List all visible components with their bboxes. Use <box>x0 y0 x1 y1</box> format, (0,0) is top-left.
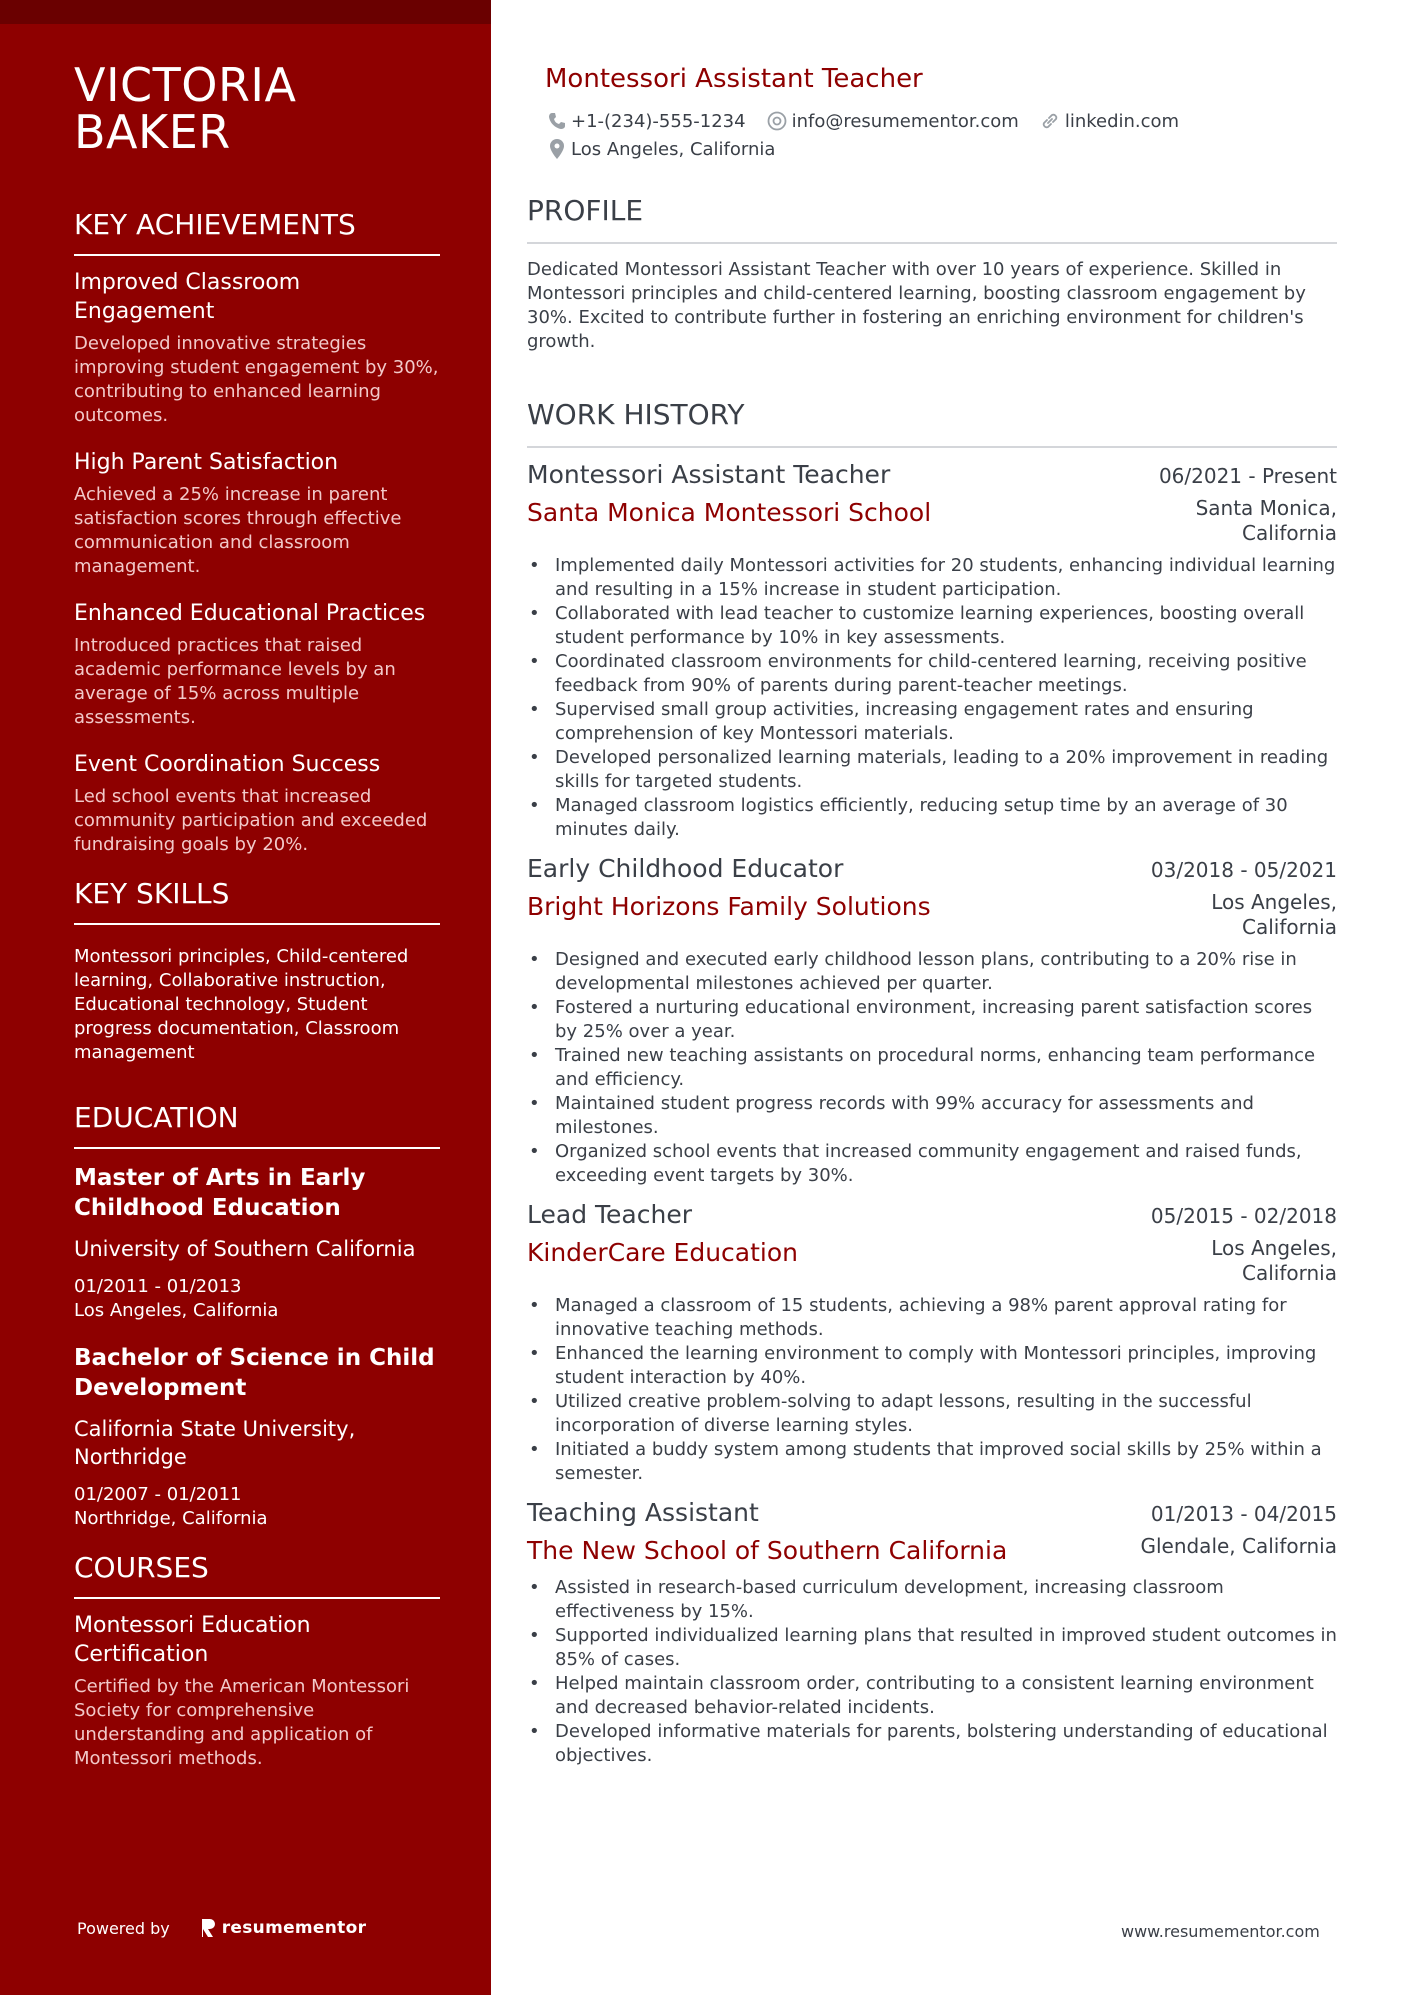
job-role: Early Childhood Educator <box>527 854 844 883</box>
job-bullet: • Assisted in research-based curriculum development, increasing classroom effectiveness by 15%. <box>527 1576 1337 1624</box>
job-entry <box>527 1198 1337 1486</box>
achievements-list <box>74 268 440 857</box>
sidebar-top-bar <box>0 0 491 24</box>
job-bullets <box>527 1294 1337 1486</box>
profile-summary: Dedicated Montessori Assistant Teacher with over 10 years of experience. Skilled in Montessori principles and child-centered learning, boosting classroom engagement by 30%. Excited to contribute further in fostering an enriching environment for children's growth. <box>527 259 1306 352</box>
brand-name: resumementor <box>221 1918 367 1938</box>
email-text: info@resumementor.com <box>791 110 1019 132</box>
contact-phone[interactable] <box>547 111 746 132</box>
job-bullet: • Utilized creative problem-solving to adapt lessons, resulting in the successful incorporation of diverse learning styles. <box>527 1390 1337 1438</box>
phone-text: +1-(234)-555-1234 <box>571 110 746 132</box>
job-bullets <box>527 554 1337 842</box>
sidebar <box>0 0 491 1995</box>
job-bullet: • Managed classroom logistics efficiently, reducing setup time by an average of 30 minutes daily. <box>527 794 1337 842</box>
education-location: Los Angeles, California <box>74 1300 279 1321</box>
job-bullet: • Designed and executed early childhood lesson plans, contributing to a 20% rise in developmental milestones achieved per quarter. <box>527 948 1337 996</box>
job-bullet: • Supervised small group activities, increasing engagement rates and ensuring comprehension of key Montessori materials. <box>527 698 1337 746</box>
achievement-desc: Developed innovative strategies improving student engagement by 30%, contributing to enhanced learning outcomes. <box>74 333 439 426</box>
education-school: University of Southern California <box>74 1237 416 1261</box>
job-location: Los Angeles, California <box>1211 890 1337 939</box>
last-name: BAKER <box>74 105 231 159</box>
job-company: KinderCare Education <box>527 1238 799 1267</box>
achievement-item <box>74 750 440 857</box>
job-company: The New School of Southern California <box>527 1536 1008 1565</box>
powered-by-footer <box>77 1918 366 1938</box>
linkedin-text: linkedin.com <box>1064 110 1180 132</box>
education-heading: EDUCATION <box>74 1101 440 1149</box>
phone-icon <box>547 111 567 131</box>
education-item <box>74 1163 440 1323</box>
at-icon <box>766 110 788 132</box>
job-role: Teaching Assistant <box>527 1498 759 1527</box>
achievement-desc: Introduced practices that raised academic performance levels by an average of 15% across multiple assessments. <box>74 635 396 728</box>
job-bullets <box>527 1576 1337 1768</box>
job-bullet: • Initiated a buddy system among students that improved social skills by 25% within a semester. <box>527 1438 1337 1486</box>
courses-list <box>74 1611 440 1771</box>
achievement-item <box>74 599 440 730</box>
job-bullet: • Coordinated classroom environments for child-centered learning, receiving positive feedback from 90% of parents during parent-teacher meetings. <box>527 650 1337 698</box>
education-school: California State University, Northridge <box>74 1417 356 1469</box>
achievement-desc: Led school events that increased community participation and exceeded fundraising goals by 20%. <box>74 786 428 855</box>
education-degree: Bachelor of Science in Child Development <box>74 1345 435 1401</box>
job-bullet: • Managed a classroom of 15 students, achieving a 98% parent approval rating for innovative teaching methods. <box>527 1294 1337 1342</box>
resumementor-logo[interactable] <box>200 1918 367 1938</box>
job-dates: 03/2018 - 05/2021 <box>1150 858 1337 882</box>
job-bullet: • Developed personalized learning materials, leading to a 20% improvement in reading skills for targeted students. <box>527 746 1337 794</box>
powered-by-label: Powered by <box>77 1918 170 1938</box>
job-dates: 01/2013 - 04/2015 <box>1150 1502 1337 1526</box>
job-company: Santa Monica Montessori School <box>527 498 932 527</box>
location-text: Los Angeles, California <box>571 138 776 160</box>
job-bullet: • Fostered a nurturing educational environment, increasing parent satisfaction scores by 25% over a year. <box>527 996 1337 1044</box>
job-bullet: • Maintained student progress records with 99% accuracy for assessments and milestones. <box>527 1092 1337 1140</box>
achievement-desc: Achieved a 25% increase in parent satisfaction scores through effective communication and classroom management. <box>74 484 402 577</box>
achievement-title: Event Coordination Success <box>74 752 381 777</box>
job-location: Santa Monica, California <box>1195 496 1337 545</box>
achievement-title: Improved Classroom Engagement <box>74 270 301 324</box>
education-dates: 01/2011 - 01/2013 <box>74 1276 242 1297</box>
job-dates: 05/2015 - 02/2018 <box>1150 1204 1337 1228</box>
achievements-heading: KEY ACHIEVEMENTS <box>74 208 440 256</box>
course-desc: Certified by the American Montessori Society for comprehensive understanding and application of Montessori methods. <box>74 1676 410 1769</box>
job-location: Glendale, California <box>1140 1534 1337 1558</box>
job-bullet: • Enhanced the learning environment to comply with Montessori principles, improving student interaction by 40%. <box>527 1342 1337 1390</box>
job-bullets <box>527 948 1337 1188</box>
location-pin-icon <box>547 138 567 160</box>
contact-linkedin[interactable] <box>1039 110 1179 132</box>
work-history-heading: WORK HISTORY <box>527 398 1337 448</box>
candidate-name <box>74 58 440 159</box>
job-bullet: • Trained new teaching assistants on procedural norms, enhancing team performance and efficiency. <box>527 1044 1337 1092</box>
contact-row <box>547 110 1337 132</box>
job-location: Los Angeles, California <box>1211 1236 1337 1285</box>
achievement-title: Enhanced Educational Practices <box>74 601 426 626</box>
main-content <box>527 62 1337 1768</box>
job-entry <box>527 1496 1337 1768</box>
resumementor-logo-icon <box>200 1918 216 1938</box>
skills-heading: KEY SKILLS <box>74 877 440 925</box>
contact-location <box>547 138 775 160</box>
headline: Montessori Assistant Teacher <box>545 64 923 94</box>
achievement-item <box>74 268 440 428</box>
achievement-item <box>74 448 440 579</box>
footer-url[interactable]: www.resumementor.com <box>1121 1922 1320 1941</box>
job-dates: 06/2021 - Present <box>1158 464 1337 488</box>
courses-heading: COURSES <box>74 1551 440 1599</box>
education-dates: 01/2007 - 01/2011 <box>74 1484 242 1505</box>
job-entry <box>527 852 1337 1188</box>
skills-list: Montessori principles, Child-centered learning, Collaborative instruction, Educational technology, Student progress documentation, Classroom management <box>74 946 409 1063</box>
education-location: Northridge, California <box>74 1508 268 1529</box>
job-bullet: • Supported individualized learning plans that resulted in improved student outcomes in 85% of cases. <box>527 1624 1337 1672</box>
course-item <box>74 1611 440 1771</box>
achievement-title: High Parent Satisfaction <box>74 450 339 475</box>
first-name: VICTORIA <box>74 58 297 112</box>
job-role: Montessori Assistant Teacher <box>527 460 891 489</box>
course-title: Montessori Education Certification <box>74 1613 311 1667</box>
job-entry <box>527 458 1337 842</box>
education-item <box>74 1343 440 1531</box>
job-company: Bright Horizons Family Solutions <box>527 892 931 921</box>
job-bullet: • Developed informative materials for parents, bolstering understanding of educational objectives. <box>527 1720 1337 1768</box>
job-bullet: • Organized school events that increased community engagement and raised funds, exceeding event targets by 30%. <box>527 1140 1337 1188</box>
job-bullet: • Collaborated with lead teacher to customize learning experiences, boosting overall student performance by 10% in key assessments. <box>527 602 1337 650</box>
job-bullet: • Helped maintain classroom order, contributing to a consistent learning environment and decreased behavior-related incidents. <box>527 1672 1337 1720</box>
contact-email[interactable] <box>766 110 1019 132</box>
link-icon <box>1039 110 1061 132</box>
job-bullet: • Implemented daily Montessori activities for 20 students, enhancing individual learning and resulting in a 15% increase in student participation. <box>527 554 1337 602</box>
contact-row-location <box>547 138 1337 160</box>
job-role: Lead Teacher <box>527 1200 692 1229</box>
education-degree: Master of Arts in Early Childhood Education <box>74 1165 366 1221</box>
profile-heading: PROFILE <box>527 194 1337 244</box>
